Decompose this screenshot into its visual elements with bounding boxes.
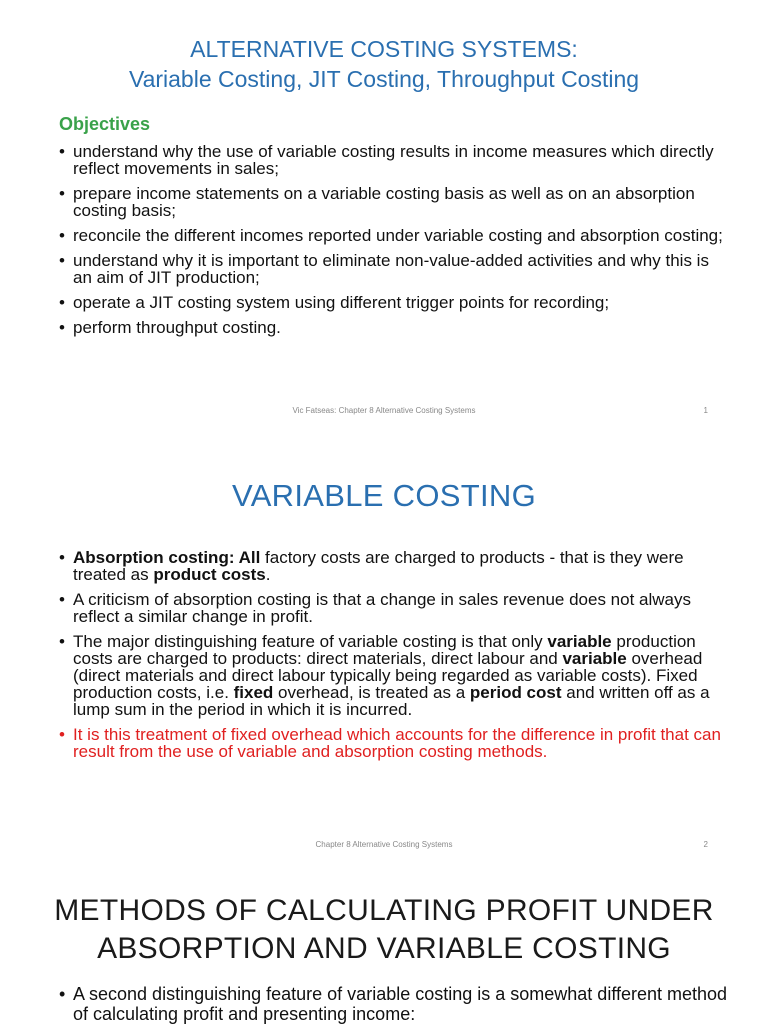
- list-item: • reconcile the different incomes reported under variable costing and absorption costing;: [59, 226, 723, 245]
- list-item: • understand why it is important to eliminate non-value-added activities and why this is an aim of JIT production;: [59, 251, 709, 287]
- objectives-heading: Objectives: [59, 114, 151, 134]
- title-line-1: METHODS OF CALCULATING PROFIT UNDER: [54, 894, 714, 927]
- bullet-icon: •: [59, 725, 65, 744]
- list-item: • It is this treatment of fixed overhead which accounts for the difference in profit that can result from the use of variable and absorption costing methods.: [59, 725, 721, 761]
- list-item: • operate a JIT costing system using different trigger points for recording;: [59, 293, 610, 312]
- slide-3-title: [0, 892, 768, 968]
- list-item: • understand why the use of variable costing results in income measures which directly reflect movements in sales;: [59, 142, 714, 178]
- methods-list: [59, 984, 728, 1024]
- list-item: • prepare income statements on a variable costing basis as well as on an absorption costing basis;: [59, 184, 695, 220]
- title-line-2: Variable Costing, JIT Costing, Throughput Costing: [128, 66, 640, 92]
- objectives-list: [59, 143, 728, 344]
- bullet-icon: •: [59, 318, 65, 337]
- bullet-icon: •: [59, 184, 65, 203]
- list-item: • The major distinguishing feature of variable costing is that only variable production costs are charged to products: direct materials, direct labour and variable overhead (direct materials and direct labour typically being regarded as variable costs). Fixed production costs, i.e. fixed overhead, is treated as a period cost and written off as a lump sum in the period in which it is incurred.: [59, 632, 710, 719]
- slide-1-footer: Vic Fatseas: Chapter 8 Alternative Costing Systems: [292, 406, 476, 415]
- list-item: • A second distinguishing feature of variable costing is a somewhat different method of calculating profit and presenting income:: [59, 984, 728, 1024]
- list-item: • perform throughput costing.: [59, 318, 281, 337]
- list-item: • A criticism of absorption costing is that a change in sales revenue does not always reflect a similar change in profit.: [59, 590, 692, 626]
- bullet-icon: •: [59, 590, 65, 609]
- slide-1-page-number: 1: [703, 406, 708, 415]
- variable-costing-list: [59, 549, 728, 768]
- slide-2-page-number: 2: [703, 840, 708, 849]
- slide-1-title: [0, 34, 768, 94]
- title-line-2: ABSORPTION AND VARIABLE COSTING: [97, 932, 671, 965]
- title-line-1: ALTERNATIVE COSTING SYSTEMS:: [190, 36, 578, 62]
- list-item: • Absorption costing: All factory costs are charged to products - that is they were treated as product costs.: [59, 548, 684, 584]
- bullet-icon: •: [59, 251, 65, 270]
- bullet-icon: •: [59, 142, 65, 161]
- bullet-icon: •: [59, 984, 66, 1004]
- bullet-icon: •: [59, 632, 65, 651]
- bullet-icon: •: [59, 293, 65, 312]
- slide-3: [0, 864, 768, 1024]
- slide-2: [0, 432, 768, 864]
- slide-1: [0, 0, 768, 432]
- slide-2-title: VARIABLE COSTING: [232, 478, 536, 513]
- bullet-icon: •: [59, 548, 65, 567]
- slide-2-footer: Chapter 8 Alternative Costing Systems: [315, 840, 453, 849]
- bullet-icon: •: [59, 226, 65, 245]
